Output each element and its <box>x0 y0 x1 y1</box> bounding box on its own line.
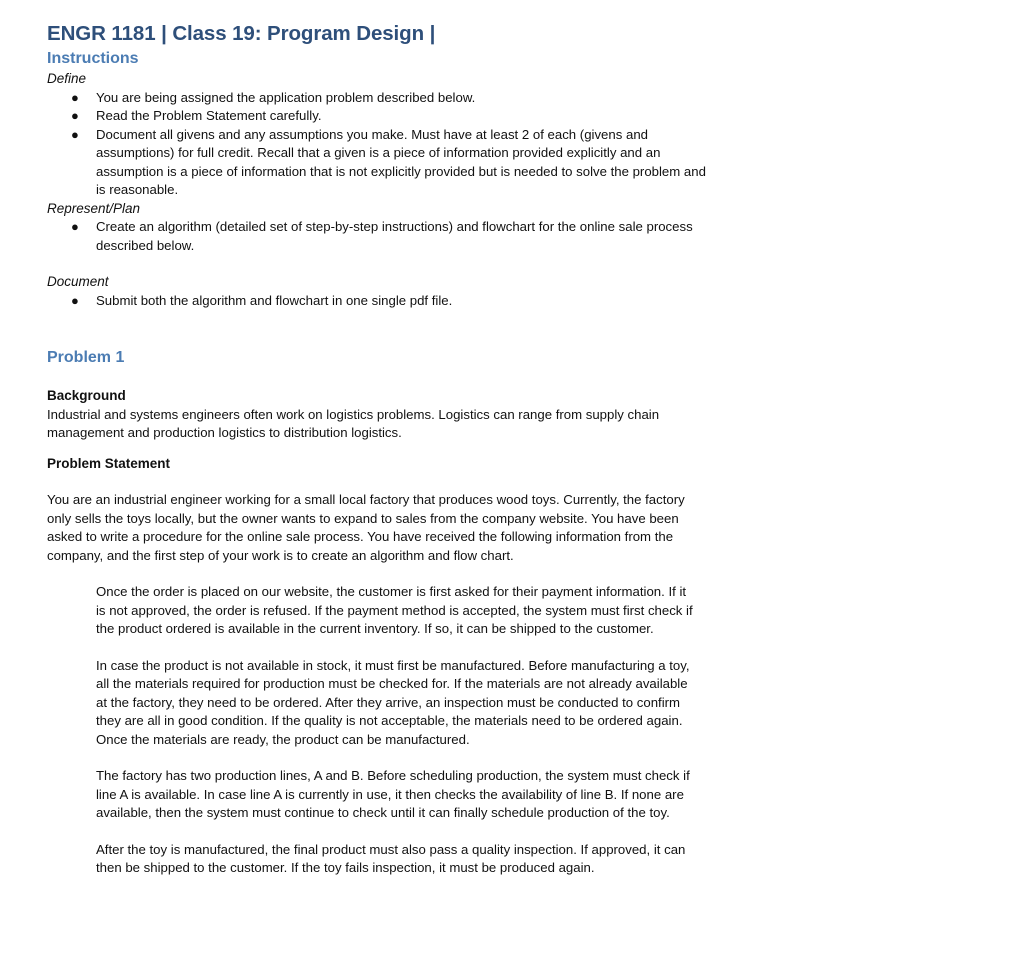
problem-statement-label: Problem Statement <box>47 455 171 471</box>
list-item-text: Document all givens and any assumptions you make. Must have at least 2 of each (givens and assumptions) for full credit. Recall that a given is a piece of information provided explicitly and an assumption is a piece of information that is not explicitly provided but is needed to solve the problem and is reasonable. <box>96 126 706 197</box>
list-item-text: You are being assigned the application problem described below. <box>96 89 476 105</box>
list-item <box>47 89 707 108</box>
document-label: Document <box>47 274 109 289</box>
list-item <box>47 126 707 200</box>
document-page <box>47 20 707 878</box>
list-item <box>47 218 707 255</box>
define-label: Define <box>47 71 87 86</box>
list-item <box>47 292 707 311</box>
document-list <box>47 292 707 311</box>
list-item-text: Create an algorithm (detailed set of step-by-step instructions) and flowchart for the online sale process described below. <box>96 219 693 253</box>
quote-paragraph: The factory has two production lines, A and B. Before scheduling production, the system must check if line A is available. In case line A is currently in use, it then checks the availability of line B. If none are available, then the system must continue to check until it can finally schedule production of the toy. <box>96 768 690 820</box>
instructions-heading: Instructions <box>47 50 139 67</box>
quote-paragraph: After the toy is manufactured, the final product must also pass a quality inspection. If approved, it can then be shipped to the customer. If the toy fails inspection, it must be produced again. <box>96 841 686 875</box>
bullet-icon: ● <box>71 292 79 308</box>
background-label: Background <box>47 388 126 403</box>
problem-heading: Problem 1 <box>47 349 125 366</box>
represent-list <box>47 218 707 255</box>
quote-paragraph: In case the product is not available in stock, it must first be manufactured. Before manufacturing a toy, all the materials required for production must be checked for. If the materials are not already available at the factory, they need to be ordered. After they arrive, an inspection must be conducted to confirm they are all in good condition. If the quality is not acceptable, the materials need to be ordered again. Once the materials are ready, the product can be manufactured. <box>96 657 690 747</box>
represent-label: Represent/Plan <box>47 200 141 216</box>
bullet-icon: ● <box>71 108 79 123</box>
quote-paragraph: Once the order is placed on our website, the customer is first asked for their payment information. If it is not approved, the order is refused. If the payment method is accepted, the system must first check if the product ordered is available in the current inventory. If so, it can be shipped to the customer. <box>96 584 693 636</box>
list-item-text: Submit both the algorithm and flowchart in one single pdf file. <box>96 292 453 308</box>
define-list <box>47 89 707 200</box>
bullet-icon: ● <box>71 89 79 105</box>
bullet-icon: ● <box>71 219 79 234</box>
list-item-text: Read the Problem Statement carefully. <box>96 108 322 123</box>
bullet-icon: ● <box>71 126 79 142</box>
background-text: Industrial and systems engineers often work on logistics problems. Logistics can range from supply chain management and production logistics to distribution logistics. <box>47 406 660 440</box>
document-title: ENGR 1181 | Class 19: Program Design | <box>47 22 436 45</box>
problem-statement-text: You are an industrial engineer working for a small local factory that produces wood toys. Currently, the factory only sells the toys locally, but the owner wants to expand to sales from the company website. You have been asked to write a procedure for the online sale process. You have received the following information from the company, and the first step of your work is to create an algorithm and flow chart. <box>47 492 685 563</box>
list-item <box>47 107 707 126</box>
